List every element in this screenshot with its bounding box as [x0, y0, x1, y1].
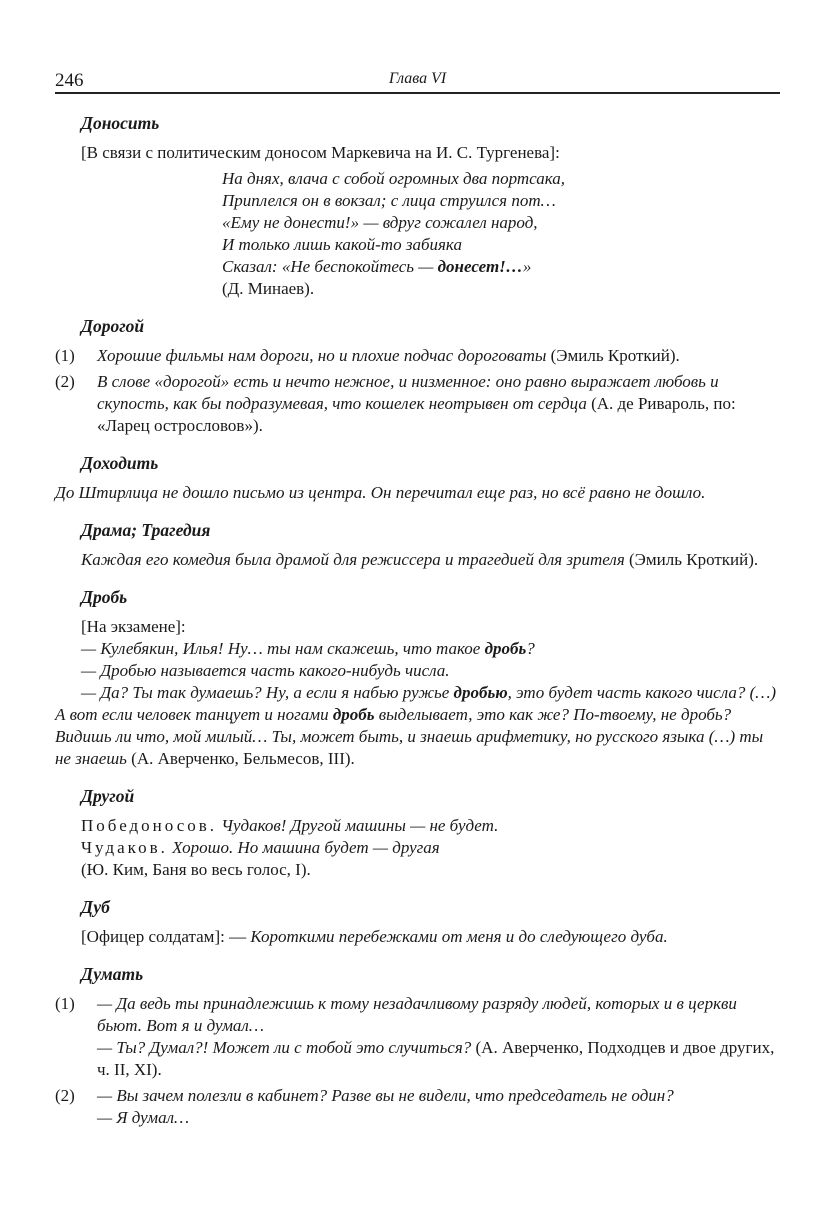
item-number: (1): [55, 346, 75, 365]
quote-source: (А. Аверченко, Подходцев и двое других, ч. II, XI).: [97, 1038, 775, 1079]
dialogue-line: — Дробью называется часть какого-нибудь числа.: [81, 661, 450, 680]
page-number: 246: [55, 70, 84, 91]
entry-dokhodit: [55, 452, 783, 504]
dictionary-content: [55, 112, 783, 1144]
dialogue-line: Хорошо. Но машина будет — другая: [167, 838, 440, 857]
poem-line: И только лишь какой-то забияка: [222, 235, 462, 254]
entry-title: Доходить: [81, 453, 159, 473]
poem-source: (Д. Минаев).: [222, 279, 315, 298]
quote-text: До Штирлица не дошло письмо из центра. Он перечитал еще раз, но всё равно не дошло.: [55, 483, 706, 502]
entry-dumat: [55, 963, 783, 1129]
numbered-item: [55, 345, 783, 367]
item-number: (1): [55, 994, 75, 1013]
poem: [222, 168, 783, 300]
entry-intro: [В связи с политическим доносом Маркевича на И. С. Тургенева]:: [81, 143, 560, 162]
dialogue-line: Чудаков! Другой машины — не будет.: [217, 816, 499, 835]
highlighted-word: дробь: [332, 705, 375, 724]
entry-title: Дорогой: [81, 316, 145, 336]
speaker: Победоносов.: [81, 816, 218, 835]
quote-text: Каждая его комедия была драмой для режиссера и трагедией для зрителя: [81, 550, 625, 569]
numbered-item: [55, 1085, 783, 1129]
entry-dorogoi: [55, 315, 783, 437]
entry-title: Доносить: [81, 113, 160, 133]
entry-drugoi: [55, 785, 783, 881]
quote-source: (А. Аверченко, Бельмесов, III).: [126, 749, 355, 768]
dialogue-line: — Кулебякин, Илья! Ну… ты нам скажешь, что такое дробь?: [81, 639, 535, 658]
dialogue-line: — Я думал…: [97, 1108, 190, 1127]
poem-line: Сказал: «Не беспокойтесь — донесет!…»: [222, 257, 532, 276]
poem-line: На днях, влача с собой огромных два портсака,: [222, 169, 566, 188]
quote-text: В слове «дорогой» есть и нечто нежное, и низменное: оно равно выражает любовь и скупость, как бы подразумевая, что кошелек неотрывен от сердца: [97, 372, 719, 413]
running-header: [55, 66, 780, 94]
highlighted-word: донесет!…: [437, 257, 523, 276]
entry-intro: [На экзамене]:: [81, 617, 186, 636]
dialogue-line: — Ты? Думал?! Может ли с тобой это случиться?: [97, 1038, 472, 1057]
entry-drob: [55, 586, 783, 770]
dialogue-line: — Да? Ты так думаешь? Ну, а если я набью ружье дробью, это будет часть какого числа? (…) А вот если человек танцует и ногами дробь выделывает, это как же? По-твоему, не дробь? Видишь ли что, мой милый… Ты, может быть, и знаешь арифметику, но русского языка (…) ты не знаешь: [55, 683, 777, 768]
quote-source: (А. де Ривароль, по: «Ларец острословов»).: [97, 394, 736, 435]
quote-source: (Ю. Ким, Баня во весь голос, I).: [81, 860, 311, 879]
context-note: [Офицер солдатам]: —: [81, 927, 251, 946]
entry-dub: [55, 896, 783, 948]
entry-title: Дуб: [81, 897, 110, 917]
entry-title: Другой: [81, 786, 135, 806]
item-number: (2): [55, 1086, 75, 1105]
quote-text: Хорошие фильмы нам дороги, но и плохие подчас дороговаты: [97, 346, 547, 365]
dialogue-line: — Да ведь ты принадлежишь к тому незадачливому разряду людей, которых и в церкви бьют. Вот я и думал…: [97, 994, 737, 1035]
entry-donosit: [55, 112, 783, 300]
numbered-item: [55, 993, 783, 1081]
poem-line: Приплелся он в вокзал; с лица струился пот…: [222, 191, 556, 210]
quote-source: (Эмиль Кроткий).: [546, 346, 680, 365]
entry-drama: [55, 519, 783, 571]
poem-line: «Ему не донести!» — вдруг сожалел народ,: [222, 213, 538, 232]
entry-title: Думать: [81, 964, 144, 984]
highlighted-word: дробь: [484, 639, 527, 658]
speaker: Чудаков.: [81, 838, 168, 857]
highlighted-word: дробью: [453, 683, 508, 702]
dialogue-line: — Вы зачем полезли в кабинет? Разве вы не видели, что председатель не один?: [97, 1086, 674, 1105]
entry-title: Драма; Трагедия: [81, 520, 211, 540]
entry-title: Дробь: [81, 587, 128, 607]
chapter-title: Глава VI: [388, 70, 447, 87]
quote-source: (Эмиль Кроткий).: [624, 550, 759, 569]
numbered-item: [55, 371, 783, 437]
item-number: (2): [55, 372, 75, 391]
quote-text: Короткими перебежками от меня и до следующего дуба.: [250, 927, 668, 946]
